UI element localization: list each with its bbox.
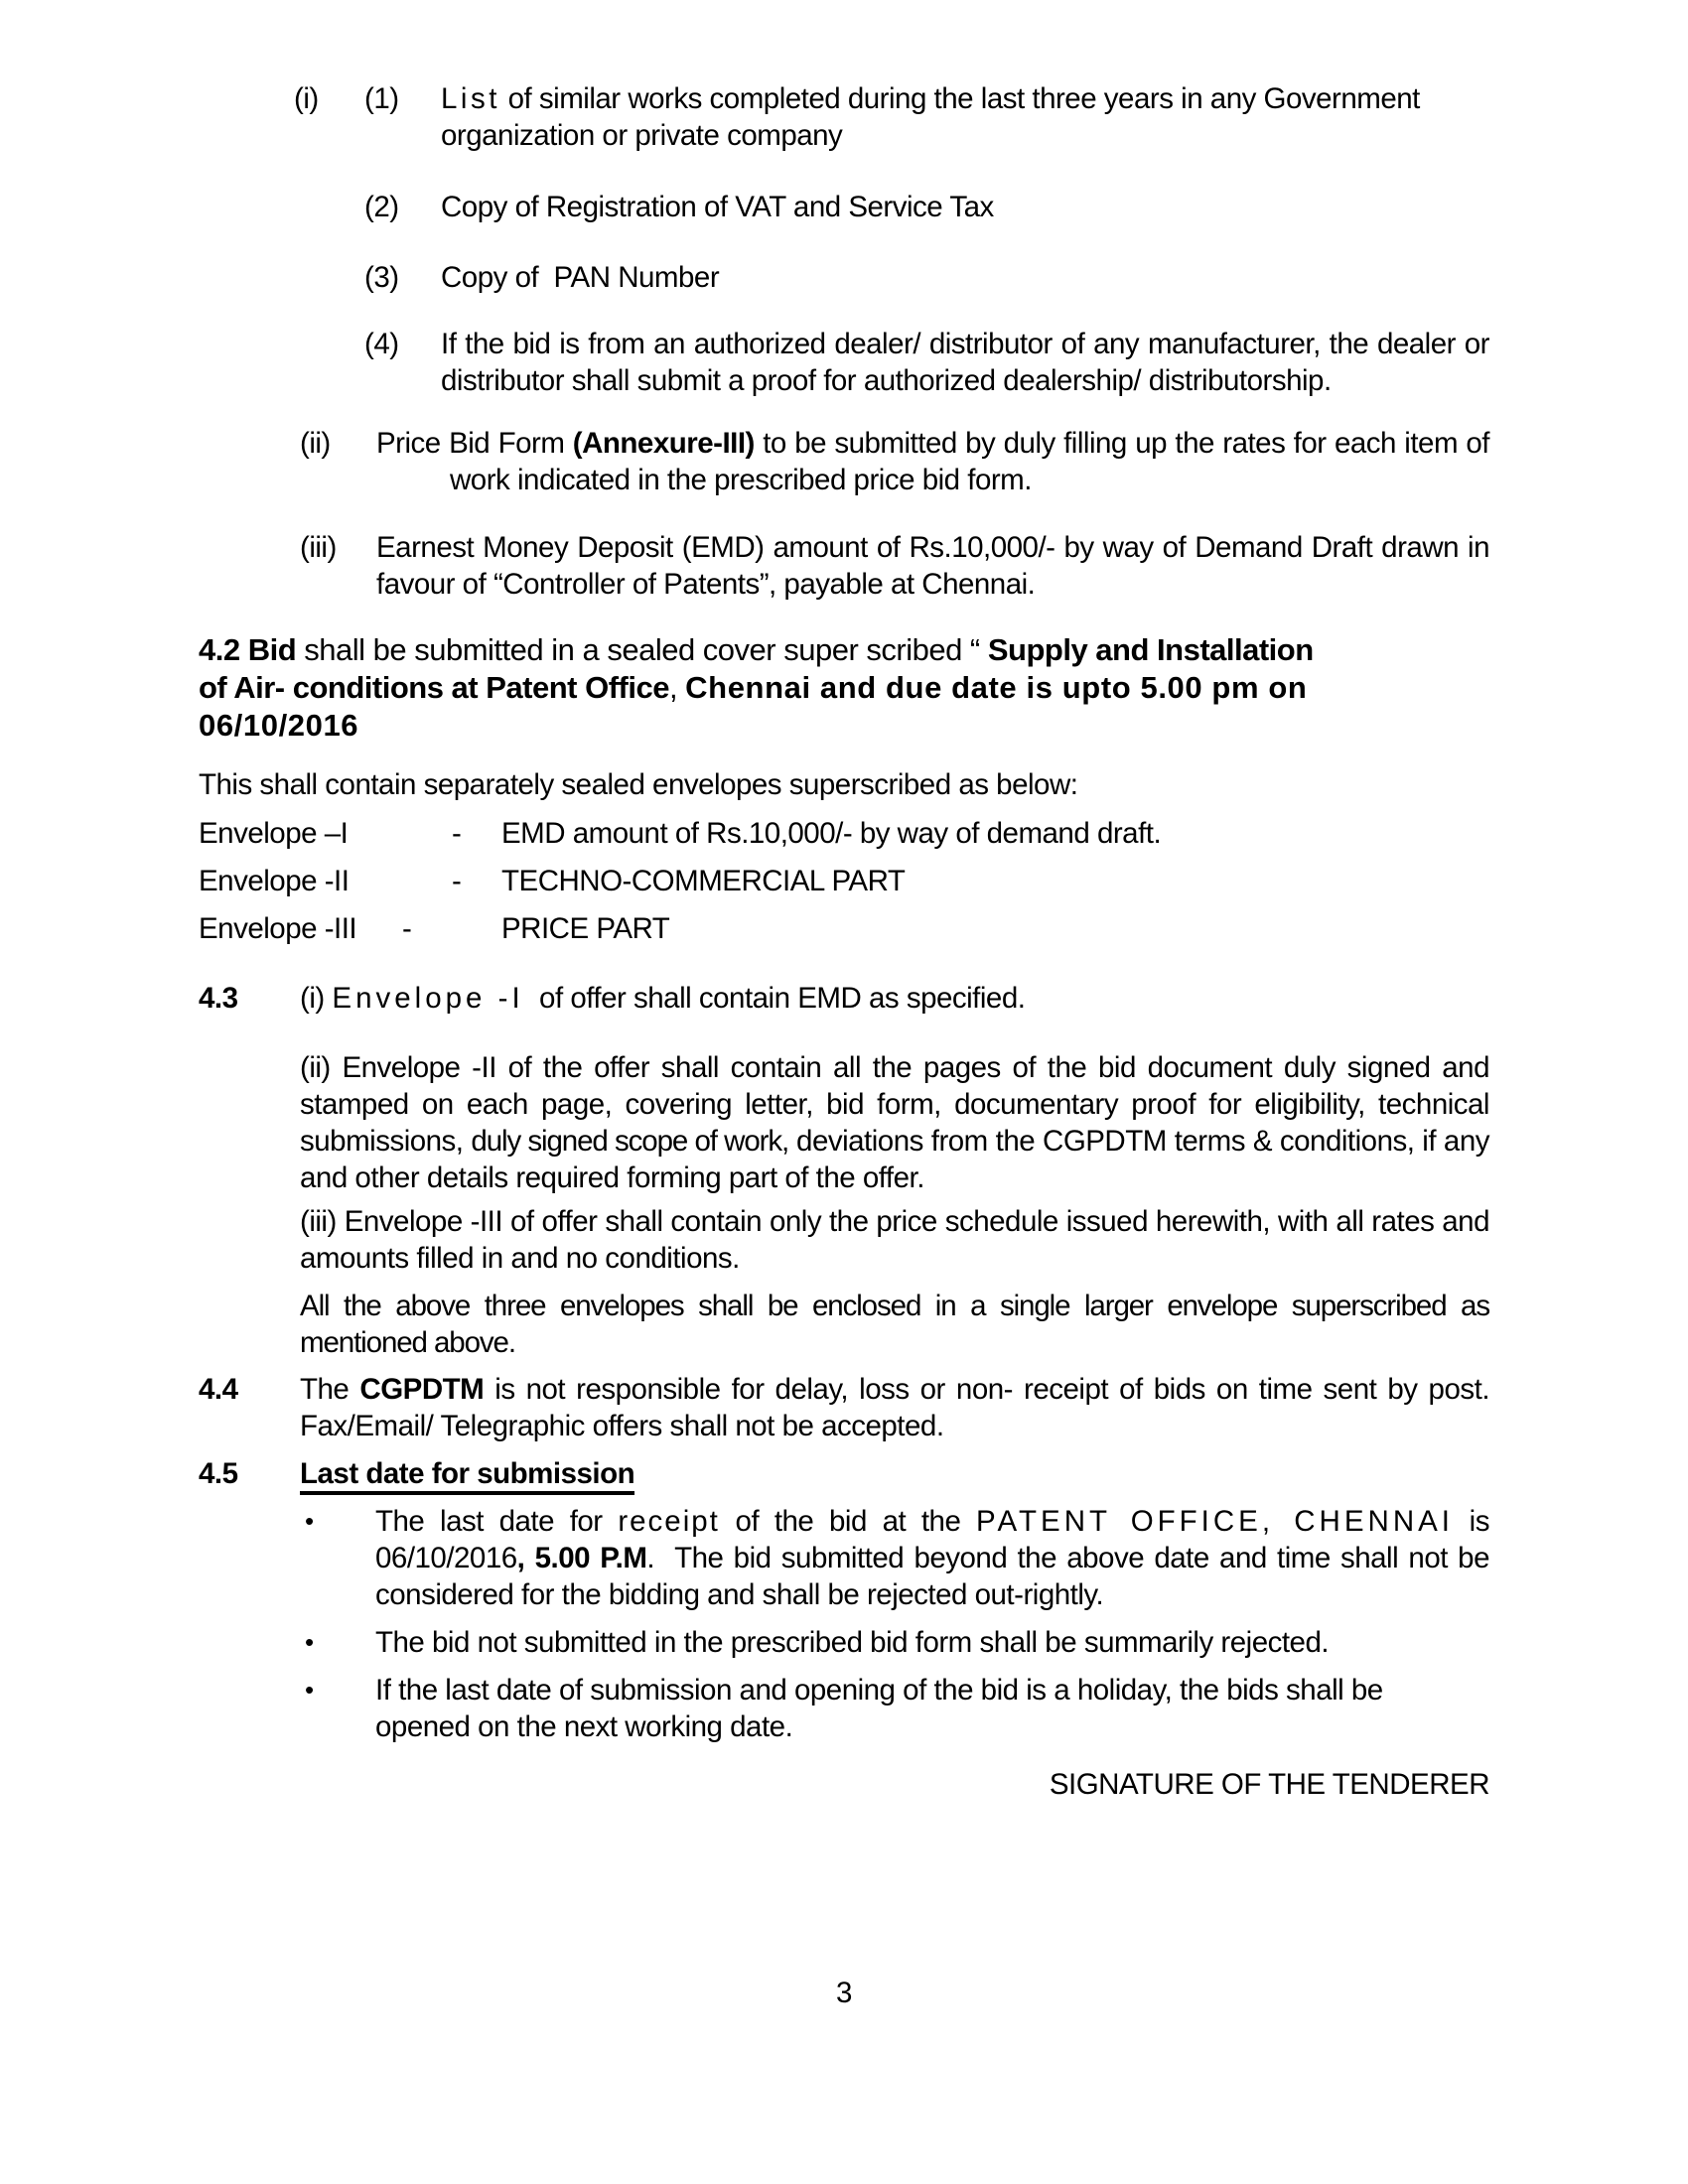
clause-ii-marker: (ii) (300, 427, 331, 460)
item-4-text: If the bid is from an authorized dealer/ distributor of any manufacturer, the dealer or distributor shall submit a proof for authorized dealership/ distributorship. (441, 328, 1489, 397)
clause-iii-marker: (iii) (300, 531, 337, 564)
bullet-icon: • (305, 1627, 314, 1657)
bullet-1-part2: of the bid at the (719, 1505, 977, 1538)
cgpdtm-bold: CGPDTM (359, 1373, 485, 1406)
envelopes-intro: This shall contain separately sealed envelopes superscribed as below: (199, 768, 1078, 801)
section-4-3-item-ii (300, 1049, 1489, 1196)
item-2-text: Copy of Registration of VAT and Service Tax (441, 191, 994, 223)
signature-line: SIGNATURE OF THE TENDERER (1049, 1768, 1489, 1801)
section-4-2-normal-1: shall be submitted in a sealed cover super scribed “ (296, 632, 988, 667)
bullet-icon: • (305, 1506, 314, 1536)
envelope-2-dash: - (452, 865, 462, 897)
bullet-1-office-spaced: PATENT OFFICE, CHENNAI (976, 1505, 1454, 1538)
envelope-3-value: PRICE PART (501, 912, 670, 945)
bullet-1-receipt-spaced: receipt (618, 1505, 720, 1538)
page-number: 3 (836, 1977, 852, 2009)
bullet-1-time-bold: , 5.00 P.M (516, 1542, 647, 1574)
clause-i-item-4 (364, 326, 1489, 399)
envelope-2-value: TECHNO-COMMERCIAL PART (501, 865, 906, 897)
section-4-4-number: 4.4 (199, 1373, 238, 1406)
section-4-4 (199, 1371, 1489, 1444)
section-4-4-lead: The (300, 1373, 360, 1406)
envelope-list (199, 815, 1489, 947)
section-4-3-note: All the above three envelopes shall be enclosed in a single larger envelope superscribed as mentioned above. (300, 1290, 1489, 1359)
bullet-2-text: The bid not submitted in the prescribed bid form shall be summarily rejected. (375, 1626, 1330, 1659)
clause-ii-annexure: (Annexure-III) (572, 427, 755, 460)
item-ii-part-a: (ii) Envelope -II of the offer shall contain all the pages of the bid document duly signed and stamped on each page, covering letter, bid form, documentary proof for eligibility, technical submissions, (300, 1051, 1489, 1158)
clause-i-item-2 (364, 189, 1489, 225)
envelope-row-1 (199, 815, 1489, 852)
item-4-number: (4) (364, 328, 399, 360)
item-2-number: (2) (364, 191, 399, 223)
bullet-1-text (375, 1503, 1497, 1613)
bullet-3-line2: opened on the next working date. (375, 1710, 793, 1743)
bullet-3-text (375, 1672, 1489, 1745)
section-4-4-rest: is not responsible for delay, loss or non- receipt of bids on time sent by post. Fax/Email/ Telegraphic offers shall not be accepted. (300, 1373, 1490, 1442)
bullet-1-part4: . The bid submitted beyond the above date and time shall not be considered for the bidding and shall be rejected out-rightly. (375, 1542, 1497, 1611)
item-1-number: (1) (364, 82, 399, 115)
section-4-2-normal-2: , (668, 670, 686, 705)
item-3-number: (3) (364, 261, 399, 294)
envelope-row-2 (199, 863, 1489, 899)
section-4-2-title-a: Supply and Installation (987, 632, 1314, 667)
envelope-3-label: Envelope -III (199, 912, 357, 945)
envelope-1-value: EMD amount of Rs.10,000/- by way of demand draft. (501, 817, 1162, 850)
envelope-1-dash: - (452, 817, 462, 850)
item-i-rest: of offer shall contain EMD as specified. (523, 982, 1026, 1015)
clause-i-item-3 (364, 259, 1489, 296)
item-i-envelope-spaced: Envelope -I (332, 982, 524, 1015)
section-4-2-title-b: of Air- conditions at Patent Office (199, 670, 669, 705)
clause-ii-text (376, 425, 1489, 498)
clause-ii (300, 425, 1489, 498)
section-4-3-number: 4.3 (199, 982, 238, 1015)
section-4-3-item-iii: (iii) Envelope -III of offer shall contain only the price schedule issued herewith, with all rates and amounts filled in and no conditions. (300, 1205, 1489, 1275)
section-4-5-heading-wrap (300, 1455, 1489, 1492)
bullet-item-1 (305, 1503, 1497, 1613)
clause-i-item-1 (294, 80, 1489, 154)
item-3-text: Copy of PAN Number (441, 261, 720, 294)
bullet-item-2 (305, 1624, 1489, 1661)
item-1-line1: of similar works completed during the last three years in any Government (499, 82, 1420, 115)
clause-i-marker: (i) (294, 82, 319, 115)
item-i-prefix: (i) (300, 982, 333, 1015)
bullet-icon: • (305, 1675, 314, 1705)
envelope-row-3 (199, 910, 1489, 947)
section-4-3 (199, 980, 1489, 1017)
bullet-1-part3: is 06/10/2016 (375, 1505, 1489, 1574)
envelope-2-label: Envelope -II (199, 865, 350, 897)
item-1-text (441, 80, 1489, 154)
clause-ii-rest: to be submitted by duly filling up the rates for each item of work indicated in the prescribed price bid form. (450, 427, 1489, 496)
section-4-3-item-i (300, 980, 1489, 1017)
item-1-lead-spaced: List (441, 82, 500, 115)
section-4-5 (199, 1455, 1489, 1492)
clause-ii-lead: Price Bid Form (376, 427, 573, 460)
clause-iii (300, 529, 1489, 603)
section-4-5-number: 4.5 (199, 1457, 238, 1490)
envelope-3-dash: - (402, 912, 412, 945)
section-4-2-number-lead: 4.2 Bid (199, 632, 297, 667)
section-4-2-tail-a: Chennai and due date is upto 5.00 pm on (685, 670, 1308, 705)
bullet-1-part1: The last date for (375, 1505, 619, 1538)
item-ii-narrow-run: duly signed scope of work, (471, 1125, 789, 1158)
section-4-5-heading: Last date for submission (300, 1457, 634, 1495)
bullet-3-line1: If the last date of submission and opening of the bid is a holiday, the bids shall be (375, 1674, 1383, 1706)
envelope-1-label: Envelope –I (199, 817, 349, 850)
section-4-2 (199, 631, 1489, 745)
bullet-item-3 (305, 1672, 1489, 1745)
section-4-4-text (300, 1371, 1489, 1444)
item-1-line2: organization or private company (441, 119, 843, 152)
section-4-2-tail-b: 06/10/2016 (199, 708, 359, 743)
clause-iii-text: Earnest Money Deposit (EMD) amount of Rs.10,000/- by way of Demand Draft drawn in favour of “Controller of Patents”, payable at Chennai. (376, 531, 1489, 601)
item-ii-part-b: deviations from the CGPDTM terms & conditions, if any and other details required forming part of the offer. (300, 1125, 1489, 1194)
